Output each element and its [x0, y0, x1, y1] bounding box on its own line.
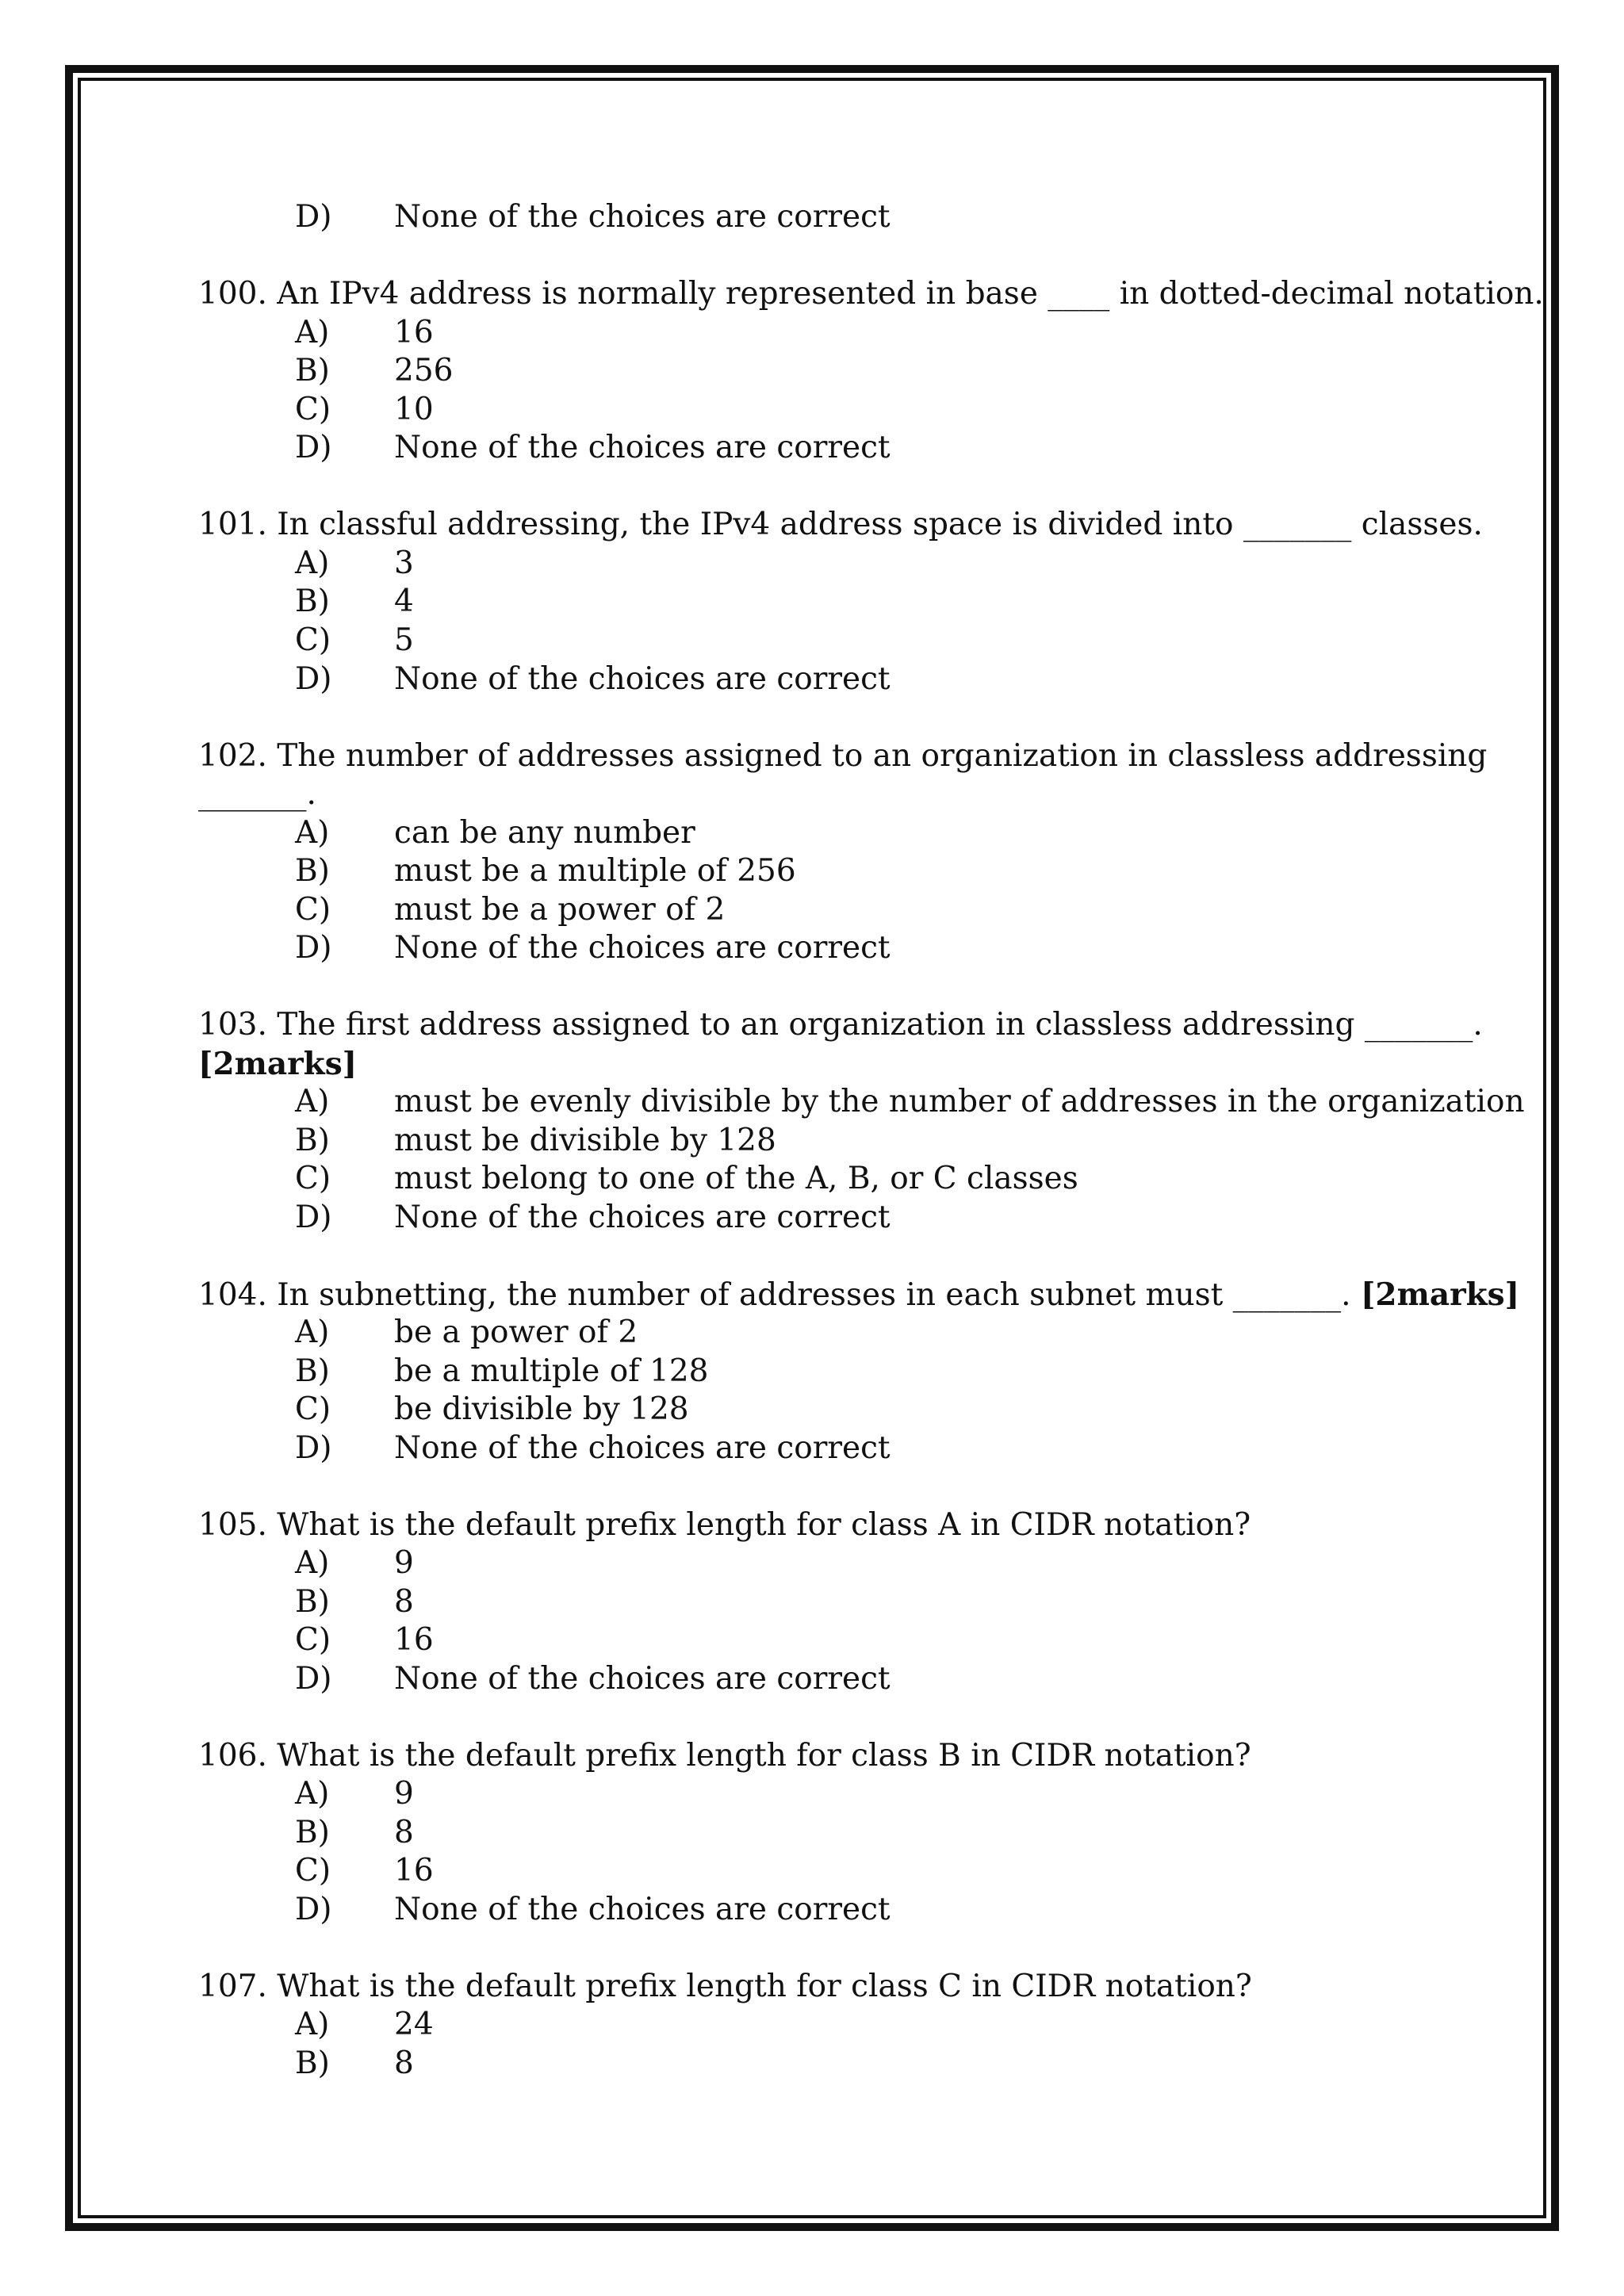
option-letter: D) — [295, 930, 332, 966]
question-stem-continued: _______. — [198, 776, 316, 812]
option-text: 24 — [394, 2007, 434, 2042]
option-text: be divisible by 128 — [394, 1391, 689, 1427]
option-text: 16 — [394, 1622, 434, 1658]
question-stem: 107. What is the default prefix length for class C in CIDR notation? — [198, 1969, 1252, 2004]
option-text: None of the choices are correct — [394, 661, 891, 697]
option-text: 16 — [394, 315, 434, 350]
option-text: be a power of 2 — [394, 1314, 638, 1350]
option-letter: B) — [295, 1353, 330, 1389]
option-text: None of the choices are correct — [394, 430, 891, 465]
option-text: 16 — [394, 1853, 434, 1888]
option-text: must be evenly divisible by the number of addresses in the organization — [394, 1084, 1525, 1119]
option-letter: A) — [295, 1314, 330, 1350]
option-letter: D) — [295, 1661, 332, 1697]
option-text: 5 — [394, 622, 414, 658]
question-stem: 101. In classful addressing, the IPv4 address space is divided into _______ classes. — [198, 507, 1483, 542]
option-letter: C) — [295, 1161, 331, 1196]
option-letter: D) — [295, 1200, 332, 1235]
option-letter: A) — [295, 315, 330, 350]
option-letter: C) — [295, 1391, 331, 1427]
option-text: 8 — [394, 1815, 414, 1850]
option-letter: A) — [295, 545, 330, 581]
option-letter: C) — [295, 1853, 331, 1888]
option-letter: B) — [295, 853, 330, 889]
option-letter: A) — [295, 1084, 330, 1119]
option-text: 3 — [394, 545, 414, 581]
option-text: be a multiple of 128 — [394, 1353, 709, 1389]
option-letter: C) — [295, 392, 331, 427]
option-letter: B) — [295, 353, 330, 388]
option-letter: D) — [295, 661, 332, 697]
option-text: must belong to one of the A, B, or C classes — [394, 1161, 1078, 1196]
option-letter: B) — [295, 584, 330, 619]
question-stem: 105. What is the default prefix length for class A in CIDR notation? — [198, 1507, 1251, 1543]
option-text: 9 — [394, 1776, 414, 1812]
option-text: None of the choices are correct — [394, 1892, 891, 1927]
option-text: must be divisible by 128 — [394, 1123, 776, 1158]
option-letter: D) — [295, 430, 332, 465]
option-text: None of the choices are correct — [394, 199, 891, 235]
option-text: None of the choices are correct — [394, 1430, 891, 1466]
option-text: 8 — [394, 2045, 414, 2081]
option-letter: D) — [295, 199, 332, 235]
question-stem: 106. What is the default prefix length for class B in CIDR notation? — [198, 1738, 1251, 1774]
option-letter: A) — [295, 1776, 330, 1812]
option-text: None of the choices are correct — [394, 1661, 891, 1697]
question-stem: 102. The number of addresses assigned to an organization in classless addressing — [198, 738, 1488, 774]
marks-label: [2marks] — [198, 1046, 358, 1082]
option-text: None of the choices are correct — [394, 930, 891, 966]
option-letter: B) — [295, 2045, 330, 2081]
option-text: 10 — [394, 392, 434, 427]
option-text: 256 — [394, 353, 454, 388]
option-letter: C) — [295, 892, 331, 928]
option-letter: A) — [295, 1545, 330, 1581]
option-text: 8 — [394, 1584, 414, 1620]
option-letter: B) — [295, 1123, 330, 1158]
option-text: can be any number — [394, 815, 695, 851]
option-letter: A) — [295, 815, 330, 851]
question-stem: 104. In subnetting, the number of addresses in each subnet must _______. — [198, 1277, 1351, 1313]
question-stem: 103. The first address assigned to an organization in classless addressing _______. — [198, 1007, 1483, 1043]
option-letter: D) — [295, 1430, 332, 1466]
option-text: must be a multiple of 256 — [394, 853, 796, 889]
option-letter: C) — [295, 622, 331, 658]
option-text: 9 — [394, 1545, 414, 1581]
marks-label: [2marks] — [1360, 1276, 1520, 1313]
option-letter: B) — [295, 1584, 330, 1620]
option-text: 4 — [394, 584, 414, 619]
option-text: must be a power of 2 — [394, 892, 726, 928]
option-letter: B) — [295, 1815, 330, 1850]
option-letter: C) — [295, 1622, 331, 1658]
question-stem-row — [198, 1276, 1519, 1314]
option-text: None of the choices are correct — [394, 1200, 891, 1235]
question-stem: 100. An IPv4 address is normally represented in base ____ in dotted-decimal notation. — [198, 276, 1544, 312]
option-letter: D) — [295, 1892, 332, 1927]
option-letter: A) — [295, 2007, 330, 2042]
